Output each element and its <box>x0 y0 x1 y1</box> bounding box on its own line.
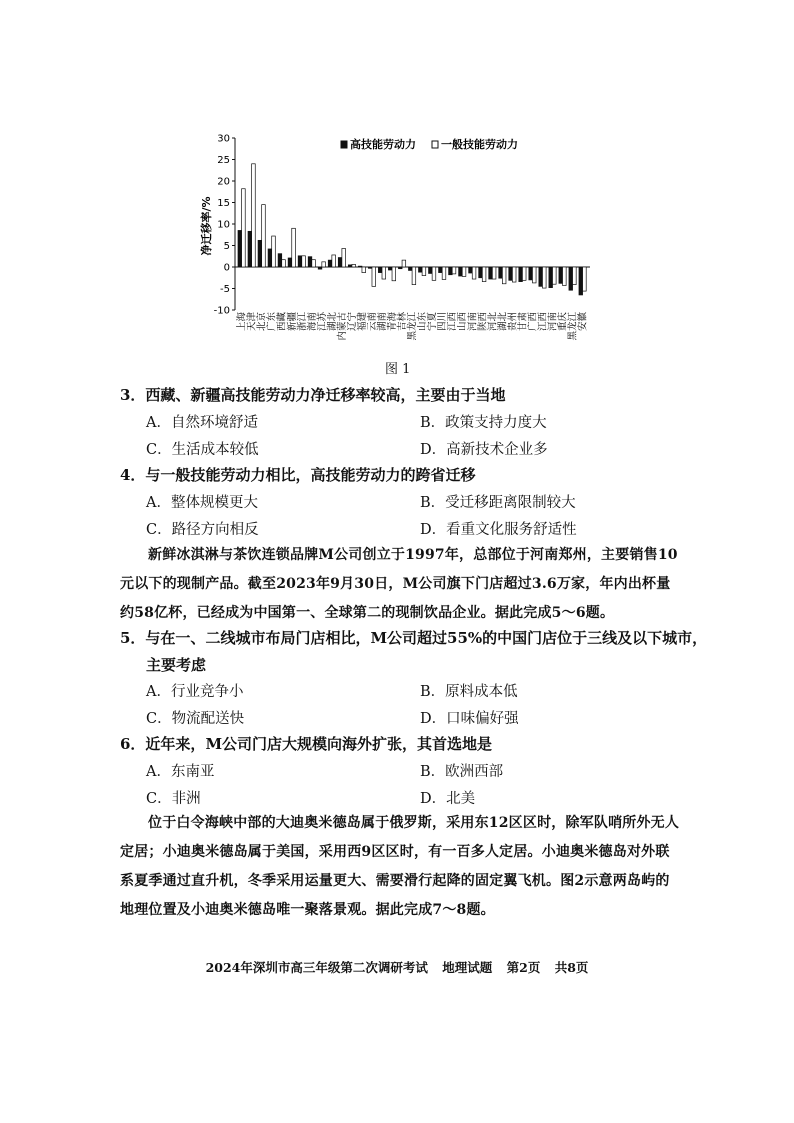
bar-general-skill <box>462 267 466 276</box>
question-3-stem: 3．西藏、新疆高技能劳动力净迁移率较高，主要由于当地 <box>120 386 506 404</box>
passage-5-6: 新鲜冰淇淋与茶饮连锁品牌M公司创立于1997年，总部位于河南郑州，主要销售10元以下的现制产品。截至2023年9月30日，M公司旗下门店超过3.6万家，年内出杯量约58亿杯，已经成为中国第一、全球第二的现制饮品企业。据此完成5～6题。 <box>120 547 678 621</box>
bar-high-skill <box>408 267 412 270</box>
legend-label-high-skill: 高技能劳动力 <box>350 138 416 151</box>
bar-high-skill <box>469 267 473 273</box>
page-footer <box>0 958 794 976</box>
bar-general-skill <box>252 164 256 267</box>
bar-high-skill <box>368 267 372 268</box>
footer-total: 共8页 <box>554 960 589 975</box>
passage-7-8: 位于白令海峡中部的大迪奥米德岛属于俄罗斯，采用东12区区时，除军队哨所外无人定居；小迪奥米德岛属于美国，采用西9区区时，有一百多人定居。小迪奥米德岛对外联系夏季通过直升机，冬季采用运量更大、需要滑行起降的固定翼飞机。图2示意两岛屿的地理位置及小迪奥米德岛唯一聚落景观。据此完成7～8题。 <box>120 815 680 918</box>
bar-general-skill <box>502 267 506 284</box>
bar-high-skill <box>238 230 242 267</box>
q6-option-a: A．东南亚 <box>146 764 215 780</box>
bar-general-skill <box>472 267 476 279</box>
footer-exam: 2024年深圳市高三年级第二次调研考试 <box>205 960 428 975</box>
category-label: 江西 <box>537 312 549 332</box>
category-label: 湖北 <box>326 312 338 332</box>
y-tick-label: 15 <box>217 198 230 209</box>
bar-high-skill <box>509 267 513 280</box>
bar-general-skill <box>342 249 346 267</box>
category-label: 天津 <box>246 312 258 332</box>
bar-general-skill <box>322 262 326 267</box>
bar-high-skill <box>308 257 312 267</box>
q4-option-b: B．受迁移距离限制较大 <box>420 495 576 511</box>
bar-general-skill <box>532 267 536 283</box>
figure-1-chart <box>195 128 595 358</box>
category-label: 新疆 <box>286 312 298 332</box>
y-tick-label: 5 <box>223 241 230 252</box>
category-label: 吉林 <box>397 312 409 332</box>
bar-high-skill <box>459 267 463 276</box>
bar-high-skill <box>328 260 332 267</box>
chart-bars <box>238 164 586 295</box>
question-5-stem-line2: 主要考虑 <box>146 656 207 674</box>
bar-general-skill <box>573 267 577 285</box>
chart-legend <box>341 137 518 151</box>
q4-option-d: D．看重文化服务舒适性 <box>420 522 577 538</box>
category-label: 江苏 <box>316 312 328 332</box>
category-label: 重庆 <box>557 312 569 332</box>
category-label: 陕西 <box>477 312 489 332</box>
y-tick-label: 30 <box>217 133 230 145</box>
bar-general-skill <box>382 267 386 279</box>
bar-general-skill <box>552 267 556 284</box>
category-label: 黑龙江 <box>407 312 419 341</box>
q5-option-c: C．物流配送快 <box>146 711 245 727</box>
bar-general-skill <box>272 236 276 267</box>
footer-subject: 地理试题 <box>442 960 493 975</box>
category-label: 辽宁 <box>346 312 358 332</box>
y-tick-label: 10 <box>217 219 230 231</box>
bar-high-skill <box>499 267 503 278</box>
bar-general-skill <box>372 267 376 286</box>
bar-high-skill <box>338 258 342 267</box>
bar-general-skill <box>242 189 246 267</box>
bar-high-skill <box>278 254 282 267</box>
category-label: 河南 <box>547 312 559 332</box>
question-5-stem-line1: 5．与在一、二线城市布局门店相比，M公司超过55%的中国门店位于三线及以下城市， <box>120 629 708 647</box>
bar-high-skill <box>539 267 543 286</box>
bar-general-skill <box>432 267 436 280</box>
category-label: 甘肃 <box>517 312 529 332</box>
footer-page: 第2页 <box>506 960 541 975</box>
category-label: 湖南 <box>377 312 389 332</box>
category-label: 贵州 <box>507 312 519 332</box>
bar-general-skill <box>292 228 296 267</box>
q6-option-c: C．非洲 <box>146 791 201 807</box>
bar-general-skill <box>412 267 416 285</box>
q6-option-d: D．北美 <box>420 791 476 807</box>
bar-general-skill <box>302 256 306 267</box>
bar-general-skill <box>522 267 526 280</box>
bar-general-skill <box>282 260 286 267</box>
category-label: 北京 <box>256 312 268 332</box>
category-label: 福建 <box>356 312 368 332</box>
bar-high-skill <box>489 267 493 279</box>
legend-label-general-skill: 一般技能劳动力 <box>441 138 518 151</box>
bar-general-skill <box>422 267 426 276</box>
bar-general-skill <box>492 267 496 279</box>
bar-general-skill <box>563 267 567 285</box>
bar-high-skill <box>449 267 453 275</box>
category-label: 青海 <box>387 312 399 332</box>
y-tick-label: -10 <box>213 305 230 317</box>
q3-option-b: B．政策支持力度大 <box>420 415 547 431</box>
bar-high-skill <box>258 240 262 267</box>
bar-general-skill <box>352 264 356 267</box>
bar-general-skill <box>452 267 456 274</box>
category-label: 安徽 <box>577 312 589 332</box>
category-label: 河北 <box>487 312 499 332</box>
bar-general-skill <box>332 255 336 267</box>
bar-high-skill <box>549 267 553 288</box>
bar-high-skill <box>378 267 382 273</box>
y-tick-label: -5 <box>220 284 230 295</box>
bar-high-skill <box>248 231 252 267</box>
y-tick-label: 0 <box>223 262 230 274</box>
bar-general-skill <box>262 205 266 267</box>
q5-option-d: D．口味偏好强 <box>420 711 519 727</box>
bar-high-skill <box>479 267 483 278</box>
y-tick-label: 20 <box>217 176 230 188</box>
bar-general-skill <box>442 267 446 279</box>
bar-high-skill <box>318 267 322 269</box>
bar-high-skill <box>388 267 392 270</box>
question-4-stem: 4．与一般技能劳动力相比，高技能劳动力的跨省迁移 <box>120 466 476 484</box>
category-label: 河南 <box>467 312 479 332</box>
q4-option-c: C．路径方向相反 <box>146 522 259 538</box>
category-label: 广东 <box>266 312 278 332</box>
category-label: 湖北 <box>497 312 509 332</box>
bar-high-skill <box>529 267 533 280</box>
category-label: 山西 <box>457 312 469 332</box>
category-label: 云南 <box>366 312 378 332</box>
bar-high-skill <box>358 266 362 267</box>
bar-general-skill <box>362 267 366 273</box>
q4-option-a: A．整体规模更大 <box>146 495 258 511</box>
category-label: 黑龙江 <box>567 312 579 341</box>
legend-swatch-general-skill <box>432 141 438 148</box>
bar-general-skill <box>583 267 587 291</box>
bar-high-skill <box>268 249 272 267</box>
bar-high-skill <box>559 267 563 283</box>
category-label: 浙江 <box>296 312 308 332</box>
bar-general-skill <box>402 260 406 267</box>
bar-high-skill <box>348 265 352 267</box>
category-label: 上海 <box>236 312 248 332</box>
y-tick-label: 25 <box>217 155 230 166</box>
category-label: 海南 <box>306 312 318 332</box>
q3-option-c: C．生活成本较低 <box>146 442 259 458</box>
category-label: 内蒙古 <box>336 312 348 341</box>
category-label: 四川 <box>437 312 449 332</box>
category-label: 广西 <box>527 312 539 332</box>
legend-swatch-high-skill <box>341 141 347 148</box>
chart-axes <box>214 134 590 317</box>
bar-high-skill <box>419 267 423 272</box>
bar-high-skill <box>519 267 523 282</box>
bar-general-skill <box>392 267 396 281</box>
bar-general-skill <box>482 267 486 282</box>
q6-option-b: B．欧洲西部 <box>420 764 504 780</box>
bar-high-skill <box>569 267 573 290</box>
bar-high-skill <box>288 258 292 267</box>
bar-high-skill <box>439 267 443 273</box>
bar-high-skill <box>579 267 583 295</box>
category-label: 江西 <box>447 312 459 332</box>
bar-general-skill <box>312 260 316 267</box>
figure-caption: 图 1 <box>385 362 411 377</box>
q5-option-b: B．原料成本低 <box>420 684 518 700</box>
bar-high-skill <box>298 256 302 267</box>
bar-general-skill <box>512 267 516 282</box>
category-label: 西藏 <box>276 312 288 332</box>
bar-high-skill <box>398 267 402 269</box>
question-6-stem: 6．近年来，M公司门店大规模向海外扩张，其首选地是 <box>120 735 493 753</box>
y-axis-label: 净迁移率/% <box>200 196 213 256</box>
bar-high-skill <box>429 267 433 273</box>
q5-option-a: A．行业竞争小 <box>146 684 244 700</box>
q3-option-d: D．高新技术企业多 <box>420 442 548 458</box>
category-label: 山东 <box>417 312 429 332</box>
q3-option-a: A．自然环境舒适 <box>146 415 258 431</box>
chart-category-labels <box>236 312 589 341</box>
category-label: 宁夏 <box>427 312 439 332</box>
bar-general-skill <box>542 267 546 288</box>
